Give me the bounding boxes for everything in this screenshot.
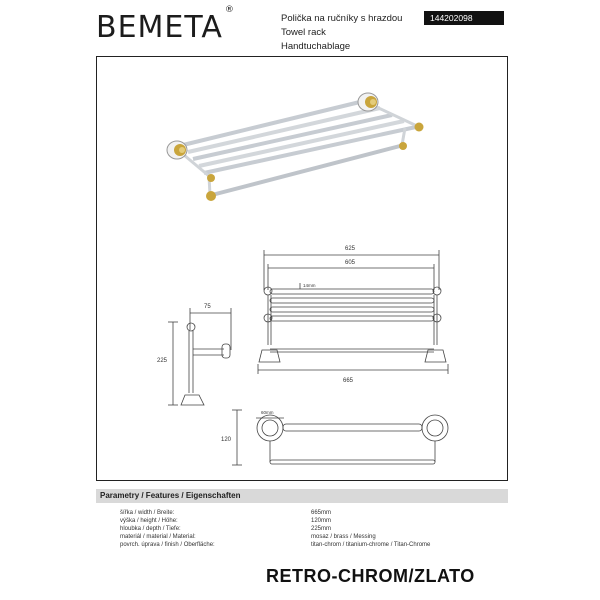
dim-label-75: 75	[204, 304, 211, 310]
dim-label-625: 625	[345, 246, 356, 252]
param-label: materiál / material / Material:	[120, 534, 196, 540]
dim-label-120: 120	[221, 437, 232, 443]
param-label: výška / height / Höhe:	[120, 518, 178, 524]
param-value: titan-chrom / titanium-chrome / Titan-Chrome	[311, 542, 431, 548]
product-name-cz: Polička na ručníky s hrazdou	[281, 13, 403, 24]
param-value: mosaz / brass / Messing	[311, 534, 376, 540]
brand-logo-text: BEMETA	[96, 10, 223, 45]
dim-label-14mm: 14mm	[303, 283, 316, 288]
parameters-section	[96, 489, 508, 549]
product-photo	[167, 93, 424, 201]
dim-label-60mm: 60mm	[261, 410, 274, 415]
front-view-drawing	[258, 250, 448, 374]
param-value: 120mm	[311, 518, 332, 524]
dim-label-605: 605	[345, 260, 356, 266]
top-view-drawing	[232, 410, 448, 465]
param-value: 665mm	[311, 510, 332, 516]
param-row-depth	[96, 525, 508, 533]
registered-mark: ®	[224, 5, 235, 15]
param-row-height	[96, 517, 508, 525]
param-row-width	[96, 509, 508, 517]
product-code-badge: 144202098	[424, 11, 504, 25]
param-row-finish	[96, 541, 508, 549]
product-name-de: Handtuchablage	[281, 41, 351, 52]
finish-title: RETRO-CHROM/ZLATO	[266, 566, 475, 586]
param-label: povrch. úprava / finish / Oberfläche:	[120, 542, 215, 548]
param-label: hloubka / depth / Tiefe:	[120, 526, 181, 532]
param-row-material	[96, 533, 508, 541]
param-label: šířka / width / Breite:	[120, 510, 175, 516]
product-name-en: Towel rack	[281, 27, 326, 38]
parameters-table	[96, 503, 508, 549]
parameters-heading: Parametry / Features / Eigenschaften	[96, 489, 508, 503]
param-value: 225mm	[311, 526, 332, 532]
side-view-drawing	[168, 308, 231, 405]
dim-label-665: 665	[343, 378, 354, 384]
dim-label-225: 225	[157, 358, 168, 364]
